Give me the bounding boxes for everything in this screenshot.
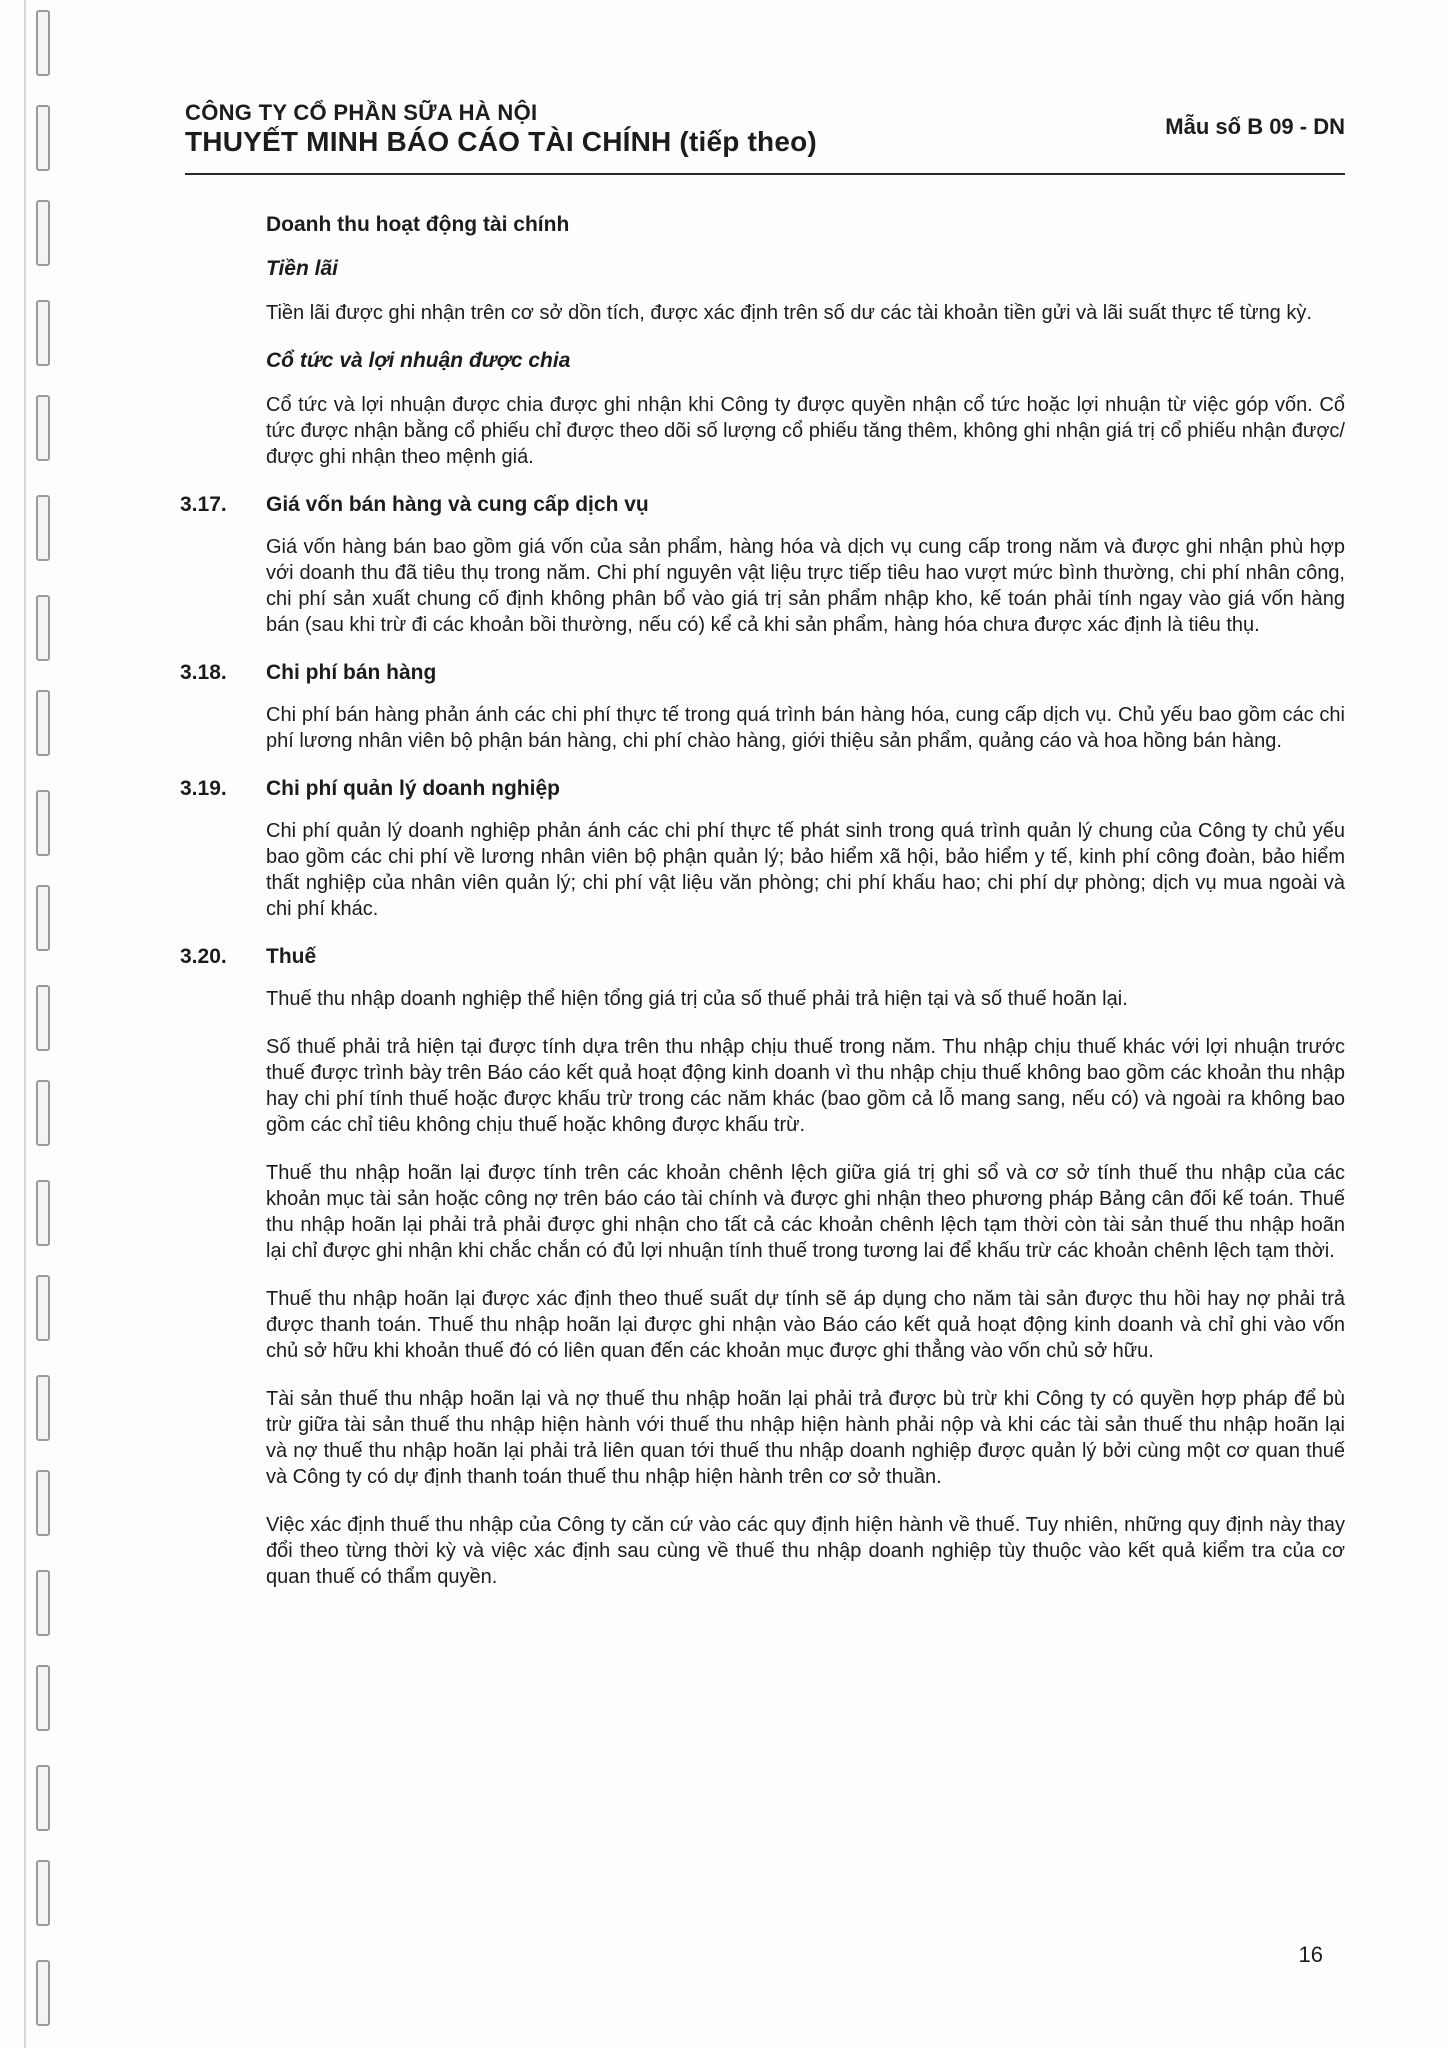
section-paragraph: Giá vốn hàng bán bao gồm giá vốn của sản phẩm, hàng hóa và dịch vụ cung cấp trong năm và được ghi nhận phù hợp với doanh thu đã tiêu thụ trong năm. Chi phí nguyên vật liệu trực tiếp tiêu hao vượt mức bình thường, chi phí nhân công, chi phí sản xuất chung cố định không phân bổ vào giá trị sản phẩm nhập kho, kế toán phải tính ngay vào giá vốn hàng bán (sau khi trừ đi các khoản bồi thường, nếu có) kể cả khi sản phẩm, hàng hóa chưa được xác định là tiêu thụ. — [266, 536, 1345, 636]
binder-ring — [36, 10, 50, 76]
section-heading — [180, 776, 1345, 802]
section-number: 3.18. — [180, 661, 227, 684]
binder-edge — [18, 0, 58, 2048]
section-number: 3.20. — [180, 945, 227, 968]
binder-ring — [36, 1665, 50, 1731]
dividend-paragraph: Cổ tức và lợi nhuận được chia được ghi nhận khi Công ty được quyền nhận cổ tức hoặc lợi nhuận từ việc góp vốn. Cổ tức được nhận bằng cổ phiếu chỉ được theo dõi số lượng cổ phiếu tăng thêm, không ghi nhận giá trị cổ phiếu nhận được/được ghi nhận theo mệnh giá. — [266, 394, 1345, 468]
binder-ring — [36, 595, 50, 661]
section-paragraph: Tài sản thuế thu nhập hoãn lại và nợ thuế thu nhập hoãn lại phải trả được bù trừ khi Công ty có quyền hợp pháp để bù trừ giữa tài sản thuế thu nhập hiện hành với thuế thu nhập hiện hành phải nộp và khi các tài sản thuế thu nhập hoãn lại và nợ thuế thu nhập hoãn lại phải trả liên quan tới thuế thu nhập doanh nghiệp được quản lý bởi cùng một cơ quan thuế và Công ty có dự định thanh toán thuế thu nhập hiện hành trên cơ sở thuần. — [266, 1388, 1345, 1488]
section-title: Chi phí bán hàng — [266, 661, 437, 684]
document-body — [180, 212, 1345, 1612]
binder-ring — [36, 1080, 50, 1146]
binder-ring — [36, 1470, 50, 1536]
section-paragraph: Chi phí bán hàng phản ánh các chi phí thực tế trong quá trình bán hàng hóa, cung cấp dịch vụ. Chủ yếu bao gồm các chi phí lương nhân viên bộ phận bán hàng, chi phí chào hàng, giới thiệu sản phẩm, quảng cáo và hoa hồng bán hàng. — [266, 704, 1345, 752]
binder-ring — [36, 885, 50, 951]
header-rule — [185, 173, 1345, 175]
section-number: 3.17. — [180, 493, 227, 516]
binder-ring — [36, 395, 50, 461]
binder-ring — [36, 1375, 50, 1441]
binder-ring — [36, 1570, 50, 1636]
section-heading — [180, 492, 1345, 518]
section-title: Chi phí quản lý doanh nghiệp — [266, 777, 560, 800]
section-paragraph: Số thuế phải trả hiện tại được tính dựa trên thu nhập chịu thuế trong năm. Thu nhập chịu thuế khác với lợi nhuận trước thuế được trình bày trên Báo cáo kết quả hoạt động kinh doanh vì thu nhập chịu thuế không bao gồm các khoản thu nhập hay chi phí tính thuế hoặc được khấu trừ trong các năm khác (bao gồm cả lỗ mang sang, nếu có) và ngoài ra không bao gồm các chỉ tiêu không chịu thuế hoặc không được khấu trừ. — [266, 1036, 1345, 1136]
binder-ring — [36, 300, 50, 366]
section-title: Giá vốn bán hàng và cung cấp dịch vụ — [266, 493, 649, 516]
binder-ring — [36, 1275, 50, 1341]
page-header — [185, 100, 1345, 158]
section-paragraph: Thuế thu nhập doanh nghiệp thể hiện tổng giá trị của số thuế phải trả hiện tại và số thuế hoãn lại. — [266, 988, 1128, 1010]
dividend-heading: Cổ tức và lợi nhuận được chia — [266, 349, 571, 372]
binder-ring — [36, 105, 50, 171]
binder-ring — [36, 985, 50, 1051]
binder-ring — [36, 1765, 50, 1831]
form-number: Mẫu số B 09 - DN — [1165, 114, 1345, 139]
section-title: Thuế — [266, 945, 317, 968]
page-edge-line — [24, 0, 26, 2048]
binder-ring — [36, 790, 50, 856]
section-heading — [180, 660, 1345, 686]
section-paragraph: Thuế thu nhập hoãn lại được tính trên các khoản chênh lệch giữa giá trị ghi sổ và cơ sở tính thuế thu nhập của các khoản mục tài sản hoặc công nợ trên báo cáo tài chính và được ghi nhận theo phương pháp Bảng cân đối kế toán. Thuế thu nhập hoãn lại phải trả phải được ghi nhận cho tất cả các khoản chênh lệch tạm thời còn tài sản thuế thu nhập hoãn lại chỉ được ghi nhận khi chắc chắn có đủ lợi nhuận tính thuế trong tương lai để khấu trừ các khoản chênh lệch tạm thời. — [266, 1162, 1345, 1262]
binder-ring — [36, 1180, 50, 1246]
binder-ring — [36, 495, 50, 561]
financial-income-heading: Doanh thu hoạt động tài chính — [266, 213, 570, 236]
interest-heading: Tiền lãi — [266, 257, 338, 280]
binder-ring — [36, 1960, 50, 2026]
section-paragraph: Chi phí quản lý doanh nghiệp phản ánh các chi phí thực tế phát sinh trong quá trình quản lý chung của Công ty chủ yếu bao gồm các chi phí về lương nhân viên bộ phận quản lý; bảo hiểm xã hội, bảo hiểm y tế, kinh phí công đoàn, bảo hiểm thất nghiệp của nhân viên quản lý; chi phí vật liệu văn phòng; chi phí khấu hao; chi phí dự phòng; dịch vụ mua ngoài và chi phí khác. — [266, 820, 1345, 920]
binder-ring — [36, 690, 50, 756]
page-number: 16 — [1298, 1942, 1323, 1967]
company-name: CÔNG TY CỔ PHẦN SỮA HÀ NỘI — [185, 100, 538, 125]
interest-paragraph: Tiền lãi được ghi nhận trên cơ sở dồn tích, được xác định trên số dư các tài khoản tiền gửi và lãi suất thực tế từng kỳ. — [266, 302, 1312, 324]
report-title: THUYẾT MINH BÁO CÁO TÀI CHÍNH (tiếp theo) — [185, 126, 817, 157]
binder-ring — [36, 1860, 50, 1926]
section-heading — [180, 944, 1345, 970]
section-number: 3.19. — [180, 777, 227, 800]
binder-ring — [36, 200, 50, 266]
section-paragraph: Thuế thu nhập hoãn lại được xác định theo thuế suất dự tính sẽ áp dụng cho năm tài sản được thu hồi hay nợ phải trả được thanh toán. Thuế thu nhập hoãn lại được ghi nhận vào Báo cáo kết quả hoạt động kinh doanh và chỉ ghi vào vốn chủ sở hữu khi khoản thuế đó có liên quan đến các khoản mục được ghi thẳng vào vốn chủ sở hữu. — [266, 1288, 1345, 1362]
section-paragraph: Việc xác định thuế thu nhập của Công ty căn cứ vào các quy định hiện hành về thuế. Tuy nhiên, những quy định này thay đổi theo từng thời kỳ và việc xác định sau cùng về thuế thu nhập doanh nghiệp tùy thuộc vào kết quả kiểm tra của cơ quan thuế có thẩm quyền. — [266, 1514, 1345, 1588]
